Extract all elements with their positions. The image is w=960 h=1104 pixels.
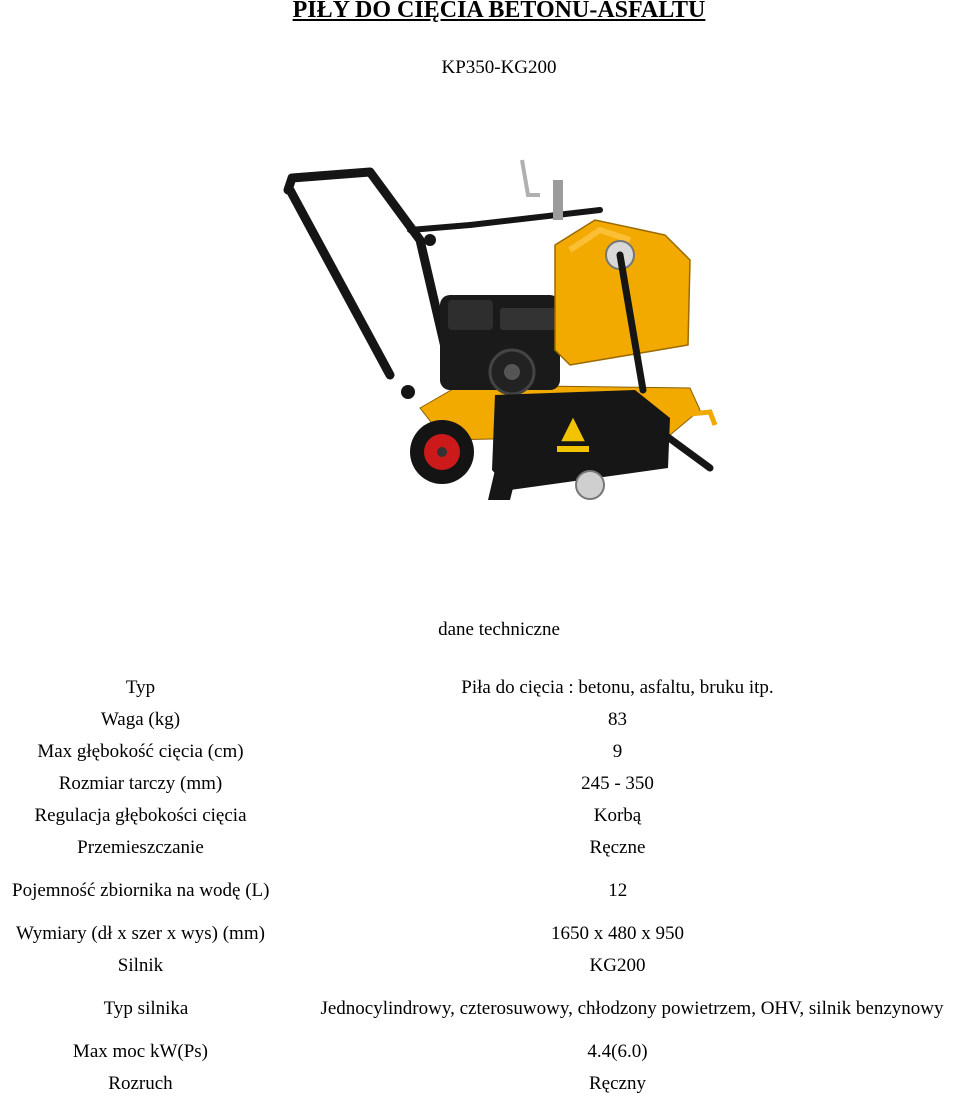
spec-value: Korbą: [593, 805, 642, 826]
spec-table: [0, 672, 960, 1100]
spec-row-max-depth: [0, 736, 960, 768]
spec-row-blade-size: [0, 768, 960, 800]
spec-label: Max głębokość cięcia (cm): [37, 741, 244, 762]
spec-row-start: [0, 1068, 960, 1100]
spec-label: Przemieszczanie: [77, 837, 204, 858]
concrete-saw-photo: [270, 150, 730, 520]
spec-row-max-power: [0, 1036, 960, 1068]
spec-value: 12: [608, 880, 628, 901]
spec-label: Max moc kW(Ps): [72, 1041, 209, 1062]
spec-value: KG200: [589, 955, 646, 976]
spec-label: Rozmiar tarczy (mm): [58, 773, 223, 794]
spec-label: Wymiary (dł x szer x wys) (mm): [15, 923, 265, 944]
spec-row-depth-adjust: [0, 800, 960, 832]
spec-value: Ręczny: [588, 1073, 646, 1094]
spec-value: Jednocylindrowy, czterosuwowy, chłodzony powietrzem, OHV, silnik benzynowy: [320, 998, 944, 1019]
spec-label: Waga (kg): [100, 709, 181, 730]
spec-row-engine: [0, 950, 960, 982]
spec-value: 245 - 350: [581, 773, 654, 794]
spec-row-movement: [0, 832, 960, 864]
spec-value: Piła do cięcia : betonu, asfaltu, bruku itp.: [461, 677, 774, 698]
spec-label: Typ silnika: [103, 998, 189, 1019]
spec-row-weight: [0, 704, 960, 736]
spec-label: Silnik: [117, 955, 164, 976]
document-title: PIŁY DO CIĘCIA BETONU-ASFALTU: [292, 0, 706, 23]
spec-label: Rozruch: [108, 1073, 173, 1094]
spec-row-water-tank: [0, 864, 960, 918]
model-number: KP350-KG200: [441, 57, 557, 78]
spec-row-dimensions: [0, 918, 960, 950]
spec-label: Regulacja głębokości cięcia: [34, 805, 247, 826]
spec-value: 9: [612, 741, 623, 762]
spec-value: Ręczne: [589, 837, 646, 858]
spec-label: Pojemność zbiornika na wodę (L): [12, 880, 270, 901]
spec-row-engine-type: [0, 982, 960, 1036]
spec-label: Typ: [125, 677, 156, 698]
spec-value: 4.4(6.0): [587, 1041, 648, 1062]
spec-row-type: [0, 672, 960, 704]
section-heading: dane techniczne: [438, 619, 560, 640]
spec-value: 83: [607, 709, 627, 730]
spec-value: 1650 x 480 x 950: [550, 923, 684, 944]
